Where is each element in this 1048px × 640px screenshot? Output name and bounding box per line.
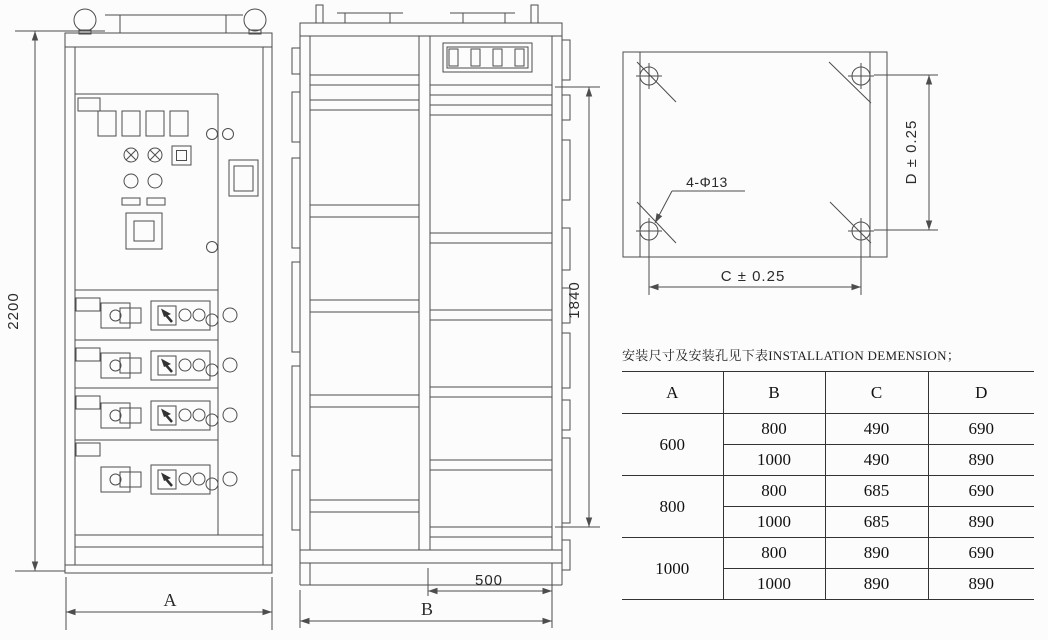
meter [122, 111, 140, 136]
table-row [622, 538, 1034, 569]
dimension-A [66, 577, 272, 630]
dim-C-label: C ± 0.25 [720, 268, 786, 285]
main-button [126, 213, 162, 249]
table-cell: 890 [825, 538, 928, 569]
table-cell: 890 [825, 569, 928, 600]
feeder-unit [76, 396, 237, 430]
vent-louvre [443, 43, 532, 72]
table-cell: 490 [825, 414, 928, 445]
meter [170, 111, 188, 136]
dimension-2200 [5, 31, 105, 571]
dimension-C [649, 242, 861, 295]
table-header-b: B [723, 372, 825, 414]
table-cell-a: 1000 [622, 538, 723, 600]
plan-view [623, 52, 938, 295]
dim-2200-label: 2200 [5, 292, 22, 330]
installation-note: 安装尺寸及安装孔见下表INSTALLATION DEMENSION； [622, 348, 961, 363]
table-cell-a: 800 [622, 476, 723, 538]
table-header-row [622, 372, 1034, 414]
feeder-unit [76, 298, 237, 330]
side-tabs [292, 40, 570, 570]
table-cell: 800 [723, 476, 825, 507]
table-cell: 690 [928, 414, 1034, 445]
table-header-d: D [928, 372, 1034, 414]
lifting-eye-icon [244, 9, 266, 34]
table-cell: 1000 [723, 507, 825, 538]
roof-post [316, 5, 323, 23]
table-cell-a: 600 [622, 414, 723, 476]
table-cell: 690 [928, 476, 1034, 507]
roof-post [531, 5, 538, 23]
screw [223, 129, 234, 140]
nameplate [76, 348, 100, 361]
roof-rails [337, 13, 515, 23]
holes-label: 4-Φ13 [686, 174, 728, 190]
table-cell: 890 [928, 569, 1034, 600]
dimension-500 [428, 568, 552, 628]
table-cell: 800 [723, 538, 825, 569]
holes-callout [655, 174, 745, 223]
label-strip [122, 198, 140, 205]
feeder-unit [76, 443, 237, 494]
dim-B-label: B [420, 599, 434, 619]
table-row [622, 414, 1034, 445]
pilot-light [148, 174, 162, 188]
nameplate [76, 298, 100, 311]
pilot-light [124, 174, 138, 188]
table-header-c: C [825, 372, 928, 414]
table-cell: 890 [928, 507, 1034, 538]
dimension-D [874, 75, 938, 230]
dim-D-label: D ± 0.25 [903, 119, 920, 185]
lifting-eye-icon [74, 9, 96, 34]
cabinet-frame [65, 33, 272, 573]
instrument-panel [78, 98, 258, 253]
top-rail-bar [105, 15, 243, 33]
table-cell: 800 [723, 414, 825, 445]
dim-1840-label: 1840 [566, 281, 583, 319]
meter [146, 111, 164, 136]
door-lock [229, 160, 258, 196]
dim-A-label: A [163, 590, 177, 610]
table-cell: 1000 [723, 445, 825, 476]
nameplate [76, 443, 100, 456]
table-cell: 1000 [723, 569, 825, 600]
dim-500-label: 500 [474, 572, 504, 589]
table-cell: 890 [928, 445, 1034, 476]
meter [98, 111, 116, 136]
installation-table [622, 371, 1034, 600]
front-view [5, 9, 272, 630]
table-cell: 685 [825, 476, 928, 507]
right-shelf-lines [430, 85, 552, 537]
table-cell: 490 [825, 445, 928, 476]
top-rail [300, 23, 562, 36]
side-view [292, 5, 600, 628]
indicator-lamp-icon [148, 148, 162, 162]
feeder-unit [76, 348, 237, 380]
base-frame [623, 52, 887, 257]
table-cell: 690 [928, 538, 1034, 569]
screw [207, 129, 218, 140]
left-shelf-lines [310, 75, 419, 512]
pushbutton [172, 146, 191, 165]
table-row [622, 476, 1034, 507]
nameplate [78, 98, 100, 111]
label-strip [147, 198, 165, 205]
indicator-lamp-icon [124, 148, 138, 162]
table-header-a: A [622, 372, 723, 414]
nameplate [76, 396, 100, 409]
table-cell: 685 [825, 507, 928, 538]
screw [207, 242, 218, 253]
dimension-B [300, 590, 552, 628]
